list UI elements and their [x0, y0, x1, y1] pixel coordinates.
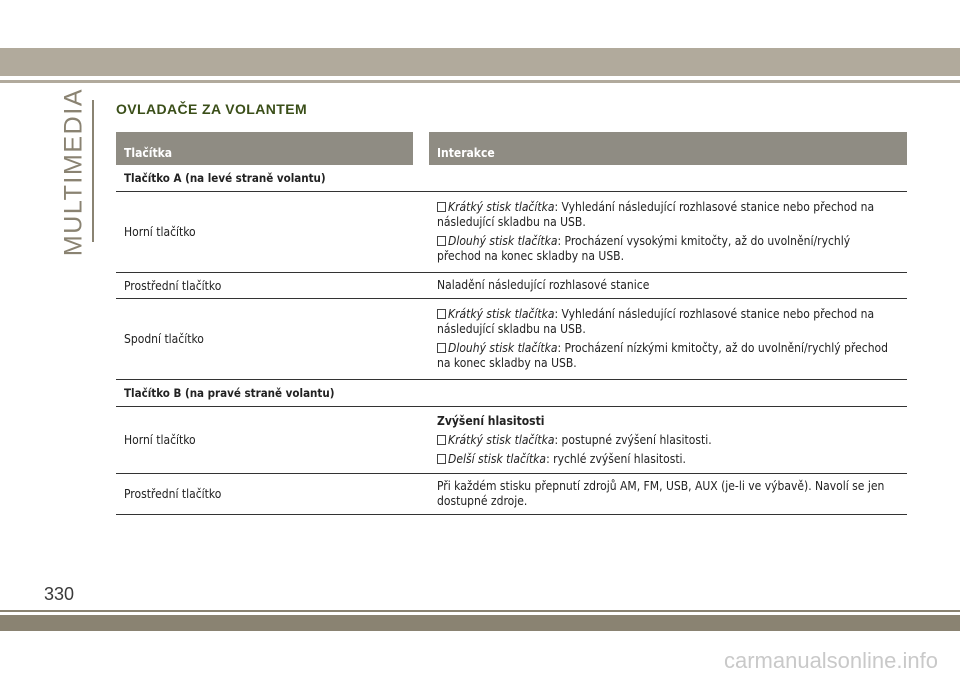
section-side-label: MULTIMEDIA	[59, 87, 88, 257]
table-row	[116, 192, 907, 273]
section-button-a: Tlačítko A (na levé straně volantu)	[116, 165, 907, 192]
row-description: Naladění následující rozhlasové stanice	[437, 278, 650, 292]
row-label: Spodní tlačítko	[124, 332, 204, 346]
checkbox-icon	[437, 236, 446, 246]
row-description: Zvýšení hlasitosti Krátký stisk tlačítka: postupné zvýšení hlasitosti. Delší stisk tlačítka: rychlé zvýšení hlasitosti.	[437, 413, 712, 466]
row-label: Prostřední tlačítko	[124, 487, 222, 501]
table-row	[116, 299, 907, 380]
row-label: Prostřední tlačítko	[124, 278, 222, 293]
page-title: OVLADAČE ZA VOLANTEM	[116, 101, 308, 117]
checkbox-icon	[437, 202, 446, 212]
column-header-interaction: Interakce	[429, 132, 907, 165]
row-description: Při každém stisku přepnutí zdrojů AM, FM, USB, AUX (je-li ve výbavě). Navolí se jen dostupné zdroje.	[437, 479, 885, 508]
table-row	[116, 273, 907, 299]
header-rule	[0, 80, 960, 83]
table-row	[116, 474, 907, 515]
row-description: Krátký stisk tlačítka: Vyhledání následující rozhlasové stanice nebo přechod na následující skladbu na USB. Dlouhý stisk tlačítka: Procházení vysokými kmitočty, až do uvolnění/rychlý přechod na konec skladby na USB.	[437, 200, 875, 263]
checkbox-icon	[437, 454, 446, 464]
watermark: carmanualsonline.info	[723, 648, 938, 673]
section-button-b: Tlačítko B (na pravé straně volantu)	[116, 380, 907, 407]
row-label: Horní tlačítko	[124, 433, 196, 447]
checkbox-icon	[437, 343, 446, 353]
page-number: 330	[44, 584, 75, 604]
header-band	[0, 48, 960, 76]
footer-band	[0, 615, 960, 631]
row-description: Krátký stisk tlačítka: Vyhledání následující rozhlasové stanice nebo přechod na následující skladbu na USB. Dlouhý stisk tlačítka: Procházení nízkými kmitočty, až do uvolnění/rychlý přechod na konec skladby na USB.	[437, 307, 888, 370]
row-label: Horní tlačítko	[124, 225, 196, 239]
column-header-buttons: Tlačítka	[116, 132, 413, 165]
controls-table	[116, 132, 907, 515]
checkbox-icon	[437, 309, 446, 319]
checkbox-icon	[437, 435, 446, 445]
table-header	[116, 132, 907, 165]
footer-rule	[0, 610, 960, 612]
table-row	[116, 407, 907, 474]
